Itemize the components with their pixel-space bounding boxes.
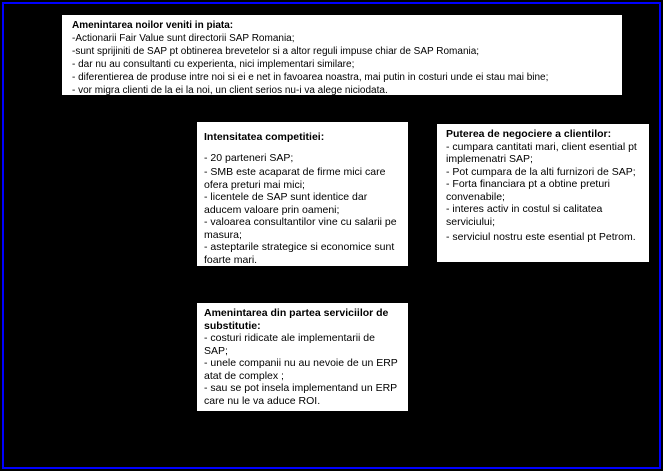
bullet-line: - costuri ridicate ale implementarii de SAP;	[204, 332, 375, 357]
textbox-title: Amenintarea noilor veniti in piata:	[72, 20, 234, 31]
bullet-line: - Pot cumpara de la alti furnizori de SAP;	[446, 165, 636, 178]
textbox-threat-of-new-entrants[interactable]	[61, 14, 623, 96]
bullet-line: - licentele de SAP sunt identice dar aducem valoare prin oameni;	[204, 191, 368, 216]
bullet-line: - interes activ in costul si calitatea serviciului;	[446, 203, 603, 228]
bullet-line: - 20 parteneri SAP;	[204, 151, 294, 164]
bullet-line: - unele companii nu au nevoie de un ERP atat de complex ;	[204, 357, 398, 382]
bullet-line: - cumpara cantitati mari, client esential pt implemenatri SAP;	[446, 140, 637, 165]
bullet-line: -Actionarii Fair Value sunt directorii SAP Romania;	[72, 33, 295, 44]
textbox-title: Puterea de negociere a clientilor:	[446, 128, 612, 140]
textbox-title: Intensitatea competitiei:	[204, 131, 325, 143]
bullet-line: - serviciul nostru este esential pt Petrom.	[446, 231, 636, 243]
bullet-line: - dar nu au consultanti cu experienta, nici implementari similare;	[72, 59, 355, 70]
bullet-line: - diferentierea de produse intre noi si ei e net in favoarea noastra, mai putin in costuri unde ei stau mai bine;	[72, 72, 549, 83]
textbox-intensity-of-competition[interactable]	[196, 121, 409, 267]
bullet-line: - SMB este acaparat de firme mici care ofera preturi mai mici;	[204, 166, 386, 191]
bullet-line: - vor migra clienti de la ei la noi, un client serios nu-i va alege niciodata.	[72, 85, 388, 96]
bullet-line: - valoarea consultantilor vine cu salarii pe masura;	[204, 216, 397, 241]
textbox-buyer-bargaining-power[interactable]	[436, 123, 650, 263]
bullet-line: - asteptarile strategice si economice sunt foarte mari.	[204, 241, 395, 266]
bullet-line: -sunt sprijiniti de SAP pt obtinerea brevetelor si a altor reguli impuse chiar de SAP Romania;	[72, 46, 480, 57]
textbox-threat-of-substitute-services[interactable]	[196, 302, 409, 412]
textbox-title: Amenintarea din partea serviciilor de substitutie:	[204, 307, 389, 332]
bullet-line: - Forta financiara pt a obtine preturi convenabile;	[446, 178, 611, 203]
bullet-line: - sau se pot insela implementand un ERP care nu le va aduce ROI.	[204, 382, 397, 407]
